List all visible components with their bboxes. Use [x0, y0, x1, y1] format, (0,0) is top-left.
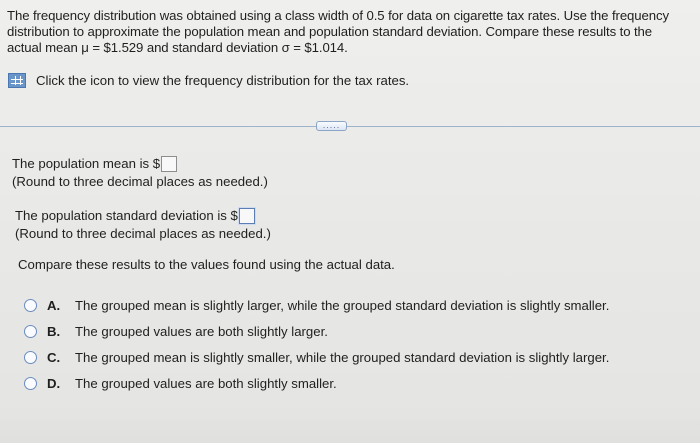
radio-c[interactable]: [24, 351, 37, 364]
option-a[interactable]: [24, 292, 684, 318]
population-std-question: [15, 207, 271, 243]
population-mean-hint: (Round to three decimal places as needed.): [12, 174, 268, 189]
compare-prompt: Compare these results to the values found using the actual data.: [18, 257, 395, 272]
page-shadow: [0, 407, 700, 443]
problem-line-3: actual mean μ = $1.529 and standard deviation σ = $1.014.: [7, 40, 348, 55]
divider-handle[interactable]: .....: [316, 121, 347, 131]
radio-b[interactable]: [24, 325, 37, 338]
population-mean-input[interactable]: [161, 156, 177, 172]
option-d-letter: D.: [47, 375, 61, 391]
option-c[interactable]: [24, 344, 684, 370]
problem-line-1: The frequency distribution was obtained using a class width of 0.5 for data on cigarette tax rates. Use the frequency: [7, 8, 669, 23]
option-b[interactable]: [24, 318, 684, 344]
option-c-letter: C.: [47, 349, 61, 365]
frequency-distribution-link-text[interactable]: Click the icon to view the frequency distribution for the tax rates.: [36, 73, 410, 88]
section-divider: [0, 126, 700, 127]
population-std-hint: (Round to three decimal places as needed.): [15, 226, 271, 241]
population-mean-label: The population mean is $: [12, 156, 161, 171]
radio-d[interactable]: [24, 377, 37, 390]
table-icon[interactable]: [8, 73, 26, 88]
option-d[interactable]: [24, 370, 684, 396]
option-c-text: The grouped mean is slightly smaller, while the grouped standard deviation is slightly larger.: [75, 349, 610, 365]
population-std-input[interactable]: [239, 208, 255, 224]
option-a-letter: A.: [47, 297, 61, 313]
frequency-distribution-link[interactable]: [8, 73, 409, 88]
population-mean-question: [12, 155, 268, 191]
option-a-text: The grouped mean is slightly larger, while the grouped standard deviation is slightly smaller.: [75, 297, 610, 313]
option-d-text: The grouped values are both slightly smaller.: [75, 375, 337, 391]
option-b-letter: B.: [47, 323, 61, 339]
answer-options: [24, 292, 684, 396]
problem-statement: [7, 8, 695, 56]
radio-a[interactable]: [24, 299, 37, 312]
population-std-label: The population standard deviation is $: [15, 208, 238, 223]
option-b-text: The grouped values are both slightly larger.: [75, 323, 328, 339]
problem-line-2: distribution to approximate the population mean and population standard deviation. Compare these results to the: [7, 24, 653, 39]
